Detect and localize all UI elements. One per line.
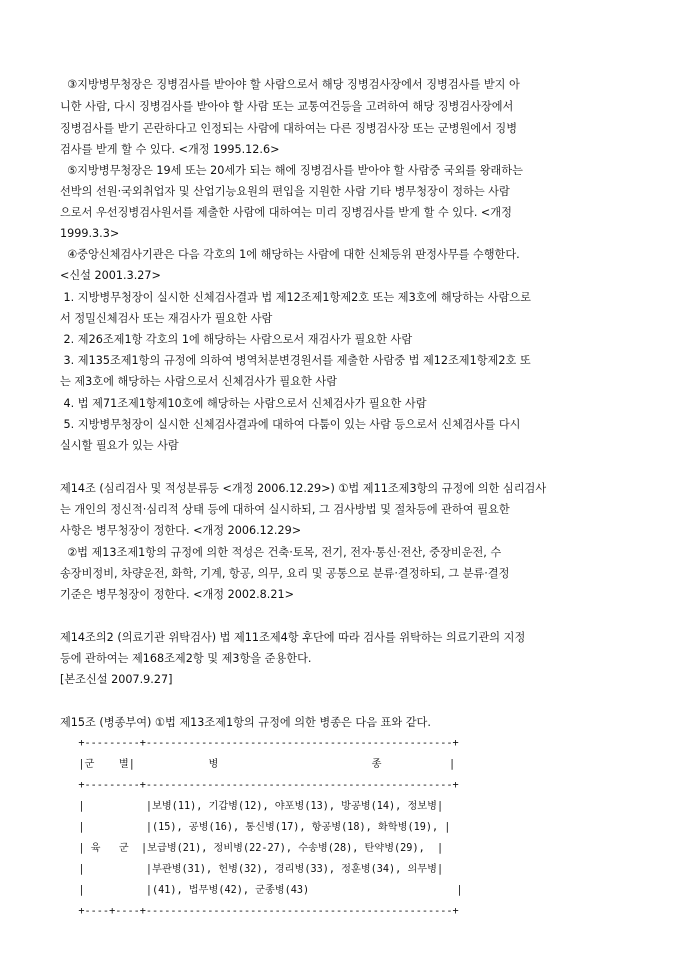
- item-2: 2. 제26조제1항 각호의 1에 해당하는 사람으로서 재검사가 필요한 사람: [60, 333, 413, 346]
- para-4-line-1: ④중앙신체검사기관은 다음 각호의 1에 해당하는 사람에 대한 신체등위 판정사무를 수행한다.: [60, 248, 520, 261]
- item-3-line-1: 3. 제135조제1항의 규정에 의하여 병역처분변경원서를 제출한 사람중 법 제12조제1항제2호 또: [60, 354, 531, 367]
- article-14-line-2: 는 개인의 정신적·심리적 상태 등에 대하여 실시하되, 그 검사방법 및 절차등에 관하여 필요한: [60, 503, 510, 516]
- item-5-line-1: 5. 지방병무청장이 실시한 신체검사결과에 대하여 다툼이 있는 사람 등으로서 신체검사를 다시: [60, 418, 521, 431]
- article-14-2-line-1: 제14조의2 (의료기관 위탁검사) 법 제11조제4항 후단에 따라 검사를 위탁하는 의료기관의 지정: [60, 631, 526, 644]
- article-14-line-5: 송장비정비, 차량운전, 화학, 기계, 항공, 의무, 요리 및 공통으로 분류·결정하되, 그 분류·결정: [60, 567, 510, 580]
- article-15-title: 제15조 (병종부여) ①법 제13조제1항의 규정에 의한 병종은 다음 표와 같다.: [60, 716, 431, 729]
- item-4: 4. 법 제71조제1항제10호에 해당하는 사람으로서 신체검사가 필요한 사람: [60, 397, 427, 410]
- article-14-2-line-3: [본조신설 2007.9.27]: [60, 673, 173, 686]
- para-5-line-3: 으로서 우선징병검사원서를 제출한 사람에 대하여는 미리 징병검사를 받게 할 수 있다. <개정: [60, 206, 512, 219]
- item-1-line-1: 1. 지방병무청장이 실시한 신체검사결과 법 제12조제1항제2호 또는 제3호에 해당하는 사람으로: [60, 291, 531, 304]
- article-14-line-6: 기준은 병무청장이 정한다. <개정 2002.8.21>: [60, 588, 294, 601]
- para-3-line-4: 검사를 받게 할 수 있다. <개정 1995.12.6>: [60, 143, 280, 156]
- para-5-line-4: 1999.3.3>: [60, 227, 120, 240]
- para-3-line-2: 니한 사람, 다시 징병검사를 받아야 할 사람 또는 교통여건등을 고려하여 해당 징병검사장에서: [60, 100, 514, 113]
- para-4-line-2: <신설 2001.3.27>: [60, 269, 161, 282]
- article-14-line-3: 사항은 병무청장이 정한다. <개정 2006.12.29>: [60, 524, 302, 537]
- table-row-1: | |보병(11), 기갑병(12), 야포병(13), 방공병(14), 정보병|: [60, 801, 444, 812]
- table-border-bottom: +----+----+--------------------------------------------------+: [60, 906, 459, 917]
- article-14-line-4: ②법 제13조제1항의 규정에 의한 적성은 건축·토목, 전기, 전자·통신·전산, 중장비운전, 수: [60, 546, 502, 559]
- article-14-2-line-2: 등에 관하여는 제168조제2항 및 제3항을 준용한다.: [60, 652, 312, 665]
- item-3-line-2: 는 제3호에 해당하는 사람으로서 신체검사가 필요한 사람: [60, 375, 338, 388]
- table-row-2: | |(15), 공병(16), 통신병(17), 항공병(18), 화학병(19), |: [60, 822, 451, 833]
- item-5-line-2: 실시할 필요가 있는 사람: [60, 439, 179, 452]
- table-row-3: | 육 군 |보급병(21), 정비병(22-27), 수송병(28), 탄약병(29), |: [60, 843, 444, 854]
- table-border-top: +---------+--------------------------------------------------+: [60, 738, 459, 749]
- item-1-line-2: 서 정밀신체검사 또는 재검사가 필요한 사람: [60, 312, 273, 325]
- table-row-5: | |(41), 법무병(42), 군종병(43) |: [60, 885, 463, 896]
- para-3-line-3: 징병검사를 받기 곤란하다고 인정되는 사람에 대하여는 다른 징병검사장 또는 군병원에서 징병: [60, 122, 518, 135]
- article-14-line-1: 제14조 (심리검사 및 적성분류등 <개정 2006.12.29>) ①법 제11조제3항의 규정에 의한 심리검사: [60, 482, 547, 495]
- table-header-row: |군 별| 병 종 |: [60, 759, 456, 770]
- para-5-line-2: 선박의 선원·국외취업자 및 산업기능요원의 편입을 지원한 사람 기타 병무청장이 정하는 사람: [60, 185, 510, 198]
- para-3-line-1: ③지방병무청장은 징병검사를 받아야 할 사람으로서 해당 징병검사장에서 징병검사를 받지 아: [60, 78, 520, 91]
- table-row-4: | |부관병(31), 헌병(32), 경리병(33), 정훈병(34), 의무병|: [60, 864, 444, 875]
- para-5-line-1: ⑤지방병무청장은 19세 또는 20세가 되는 해에 징병검사를 받아야 할 사람중 국외를 왕래하는: [60, 164, 523, 177]
- table-header-border: +---------+--------------------------------------------------+: [60, 780, 459, 791]
